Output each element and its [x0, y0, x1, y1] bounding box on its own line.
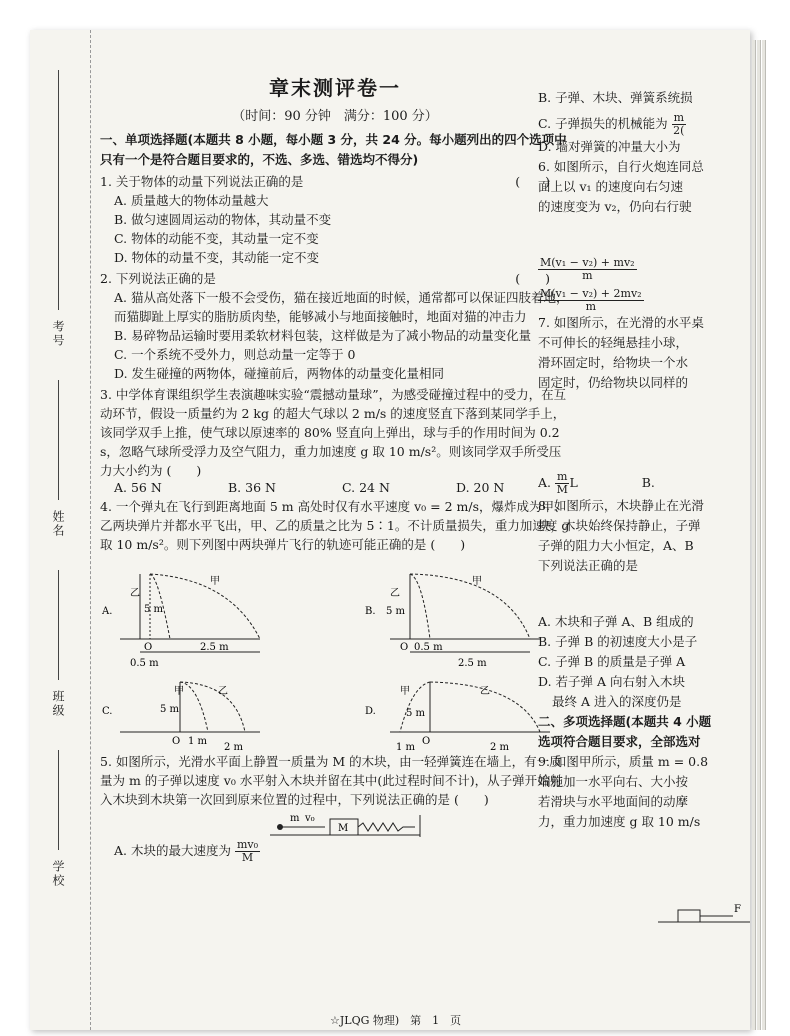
fragment-label: 甲	[400, 686, 410, 697]
page-edge	[757, 40, 761, 1030]
figure-label: D.	[365, 706, 376, 717]
fragment-label: 乙	[480, 686, 490, 697]
right-line: 滑环固定时，给物块一个水	[538, 355, 689, 370]
page-edge	[752, 40, 756, 1030]
right-line: $\frac{\text{M(v₁ − v₂) + 2mv₂}}{m}$	[540, 287, 642, 313]
right-line: D. 若子弹 A 向右射入木块	[538, 674, 685, 689]
page-footer: ☆JLQG 物理) 第 1 页	[330, 1014, 462, 1027]
question-4: 4. 一个弹丸在飞行到距离地面 5 m 高处时仅有水平速度 v₀ = 2 m/s，爆炸成为甲、乙两块弹片并都水平飞出，甲、乙的质量之比为 5∶1。不计质量损失，重力加速度 g 取 10 m/s²。则下列图中两块弹片飞行的轨迹可能正确的是 ( )	[100, 499, 570, 552]
figure-d	[390, 682, 550, 732]
figure-label: C.	[102, 706, 113, 717]
fragment-label: 乙	[390, 588, 400, 599]
q2-option: D. 发生碰撞的两物体，碰撞前后，两物体的动量变化量相同	[114, 366, 445, 381]
section-heading: 一、单项选择题(本题共 8 小题，每小题 3 分，共 24 分。每小题列出的四个选项中只有一个是符合题目要求的，不选、多选、错选均不得分)	[100, 132, 567, 167]
q3-option: D. 20 N	[456, 480, 505, 495]
right-line: 最终 A 进入的深度仍是	[552, 694, 682, 709]
question-2: ( ) 2. 下列说法正确的是	[100, 271, 550, 286]
right-line: 力，重力加速度 g 取 10 m/s	[538, 814, 701, 829]
q5-figure	[100, 809, 570, 839]
right-line: B. 子弹、木块、弹簧系统损	[538, 90, 693, 105]
page-subtitle: （时间：90 分钟 满分：100 分）	[232, 109, 438, 124]
right-line: A. 木块和子弹 A、B 组成的	[538, 614, 694, 629]
right-column	[538, 88, 750, 942]
right-line: 7. 如图所示，在光滑的水平桌	[538, 315, 704, 330]
left-column	[100, 72, 570, 864]
right-line: 子弹的阻力大小恒定，A、B	[538, 538, 694, 553]
page-title: 章末测评卷一	[269, 76, 401, 100]
figure-label: B.	[365, 606, 376, 617]
fragment-label: 甲	[174, 686, 184, 697]
margin-label: 姓名	[51, 510, 65, 538]
right-line: $\frac{\text{M(v₁ − v₂) + mv₂}}{m}$	[540, 256, 635, 282]
q9-figure	[538, 882, 750, 942]
question-3: 3. 中学体育课组织学生表演趣味实验“震撼动量球”，为感受碰撞过程中的受力，在互动环节，假设一质量约为 2 kg 的超大气球以 2 m/s 的速度竖直下落到某同学手上，该同学双手上推，使气球以原速率的 80% 竖直向上弹出，球与手的作用时间为 0.2 s，忽略气球所受浮力及空气阻力，重力加速度 g 取 10 m/s²。则该同学双手所受压力大小约为 ( )	[100, 387, 567, 478]
origin-label: O	[172, 736, 181, 747]
figure-a	[120, 574, 260, 652]
right-line: 固定时，仍给物块以同样的	[538, 375, 689, 390]
q1-option: C. 物体的动能不变，其动量一定不变	[114, 231, 319, 246]
q3-option: C. 24 N	[342, 480, 390, 495]
right-line: D. 墙对弹簧的冲量大小为	[538, 139, 681, 154]
binding-line	[58, 70, 59, 310]
q3-option: B. 36 N	[228, 480, 276, 495]
q1-option: D. 物体的动量不变，其动能一定不变	[114, 250, 320, 265]
dim-label: 0.5 m	[414, 642, 443, 653]
right-line: 的速度变为 v₂，仍向右行驶	[538, 199, 692, 214]
margin-label: 学校	[51, 860, 65, 888]
margin-label: 考号	[51, 320, 65, 348]
right-line: 选项符合题目要求，全部选对	[538, 734, 701, 749]
figure-b	[390, 574, 540, 652]
dim-label: 2 m	[224, 742, 244, 750]
binding-margin	[30, 30, 91, 1030]
dim-label: 0.5 m	[130, 658, 159, 669]
figure-c	[120, 682, 260, 732]
right-line: 9. 如图甲所示，质量 m = 0.8	[538, 754, 709, 769]
dim-label: 2 m	[490, 742, 510, 750]
origin-label: O	[422, 736, 431, 747]
fig-label: M	[338, 823, 349, 834]
fragment-label: 乙	[218, 686, 228, 697]
q1-option: B. 做匀速圆周运动的物体，其动量不变	[114, 212, 332, 227]
page-edge	[762, 40, 766, 1030]
origin-label: O	[400, 642, 409, 653]
right-line: 端施加一水平向右、大小按	[538, 774, 689, 789]
q5-option: A. 木块的最大速度为 $\frac{\text{mv₀}}{M}$	[114, 838, 259, 864]
right-line: B. 子弹 B 的初速度大小是子	[538, 634, 698, 649]
dim-label: 1 m	[396, 742, 416, 750]
height-label: 5 m	[144, 604, 164, 615]
fragment-label: 甲	[210, 576, 220, 587]
margin-label: 班级	[51, 690, 65, 718]
right-line: A. $\frac{m}{M}$ L B.	[538, 470, 655, 496]
right-line: 6. 如图所示，自行火炮连同总	[538, 159, 704, 174]
fragment-label: 乙	[130, 588, 140, 599]
q2-option: C. 一个系统不受外力，则总动量一定等于 0	[114, 347, 356, 362]
right-line: 块，木块始终保持静止，子弹	[538, 518, 701, 533]
height-label: 5 m	[160, 704, 180, 715]
fig-label: v₀	[305, 813, 315, 824]
right-line: 8. 如图所示，木块静止在光滑	[538, 498, 704, 513]
dim-label: 2.5 m	[200, 642, 229, 653]
question-1: ( ) 1. 关于物体的动量下列说法正确的是	[100, 174, 550, 189]
binding-line	[58, 380, 59, 500]
dim-label: 2.5 m	[458, 658, 487, 669]
dim-label: 1 m	[188, 736, 208, 747]
binding-line	[58, 570, 59, 680]
exam-page	[30, 30, 750, 1030]
q2-option: B. 易碎物品运输时要用柔软材料包装，这样做是为了减小物品的动量变化量	[114, 328, 532, 343]
figure-label: A.	[102, 606, 113, 617]
right-line: 若滑块与水平地面间的动摩	[538, 794, 689, 809]
right-line: 二、多项选择题(本题共 4 小题	[538, 714, 712, 729]
q1-option: A. 质量越大的物体动量越大	[114, 193, 269, 208]
force-label: F	[734, 904, 741, 915]
height-label: 5 m	[406, 708, 426, 719]
q2-option: A. 猫从高处落下一般不会受伤，猫在接近地面的时候，通常都可以保证四肢着地，而猫脚趾上厚实的脂肪质肉垫，能够减小与地面接触时，地面对猫的冲击力	[114, 290, 569, 324]
fragment-label: 甲	[472, 576, 482, 587]
binding-line	[58, 750, 59, 850]
origin-label: O	[144, 642, 153, 653]
question-5: 5. 如图所示，光滑水平面上静置一质量为 M 的木块，由一轻弹簧连在墙上，有一质量为 m 的子弹以速度 v₀ 水平射入木块并留在其中(此过程时间不计)，从子弹开始射入木块到木块第一次回到原来位置的过程中，下列说法正确的是 ( )	[100, 754, 563, 807]
fig-label: m	[290, 813, 300, 824]
q3-options	[100, 480, 570, 495]
right-line: C. 子弹损失的机械能为 $\frac{m}{2(}$	[538, 111, 685, 137]
q4-trajectory-figures	[100, 554, 570, 750]
right-line: 不可伸长的轻绳悬挂小球，	[538, 335, 689, 350]
right-line: 面上以 v₁ 的速度向右匀速	[538, 179, 684, 194]
right-line: C. 子弹 B 的质量是子弹 A	[538, 654, 686, 669]
q3-option: A. 56 N	[114, 480, 162, 495]
height-label: 5 m	[386, 606, 406, 617]
right-line: 下列说法正确的是	[538, 558, 639, 573]
